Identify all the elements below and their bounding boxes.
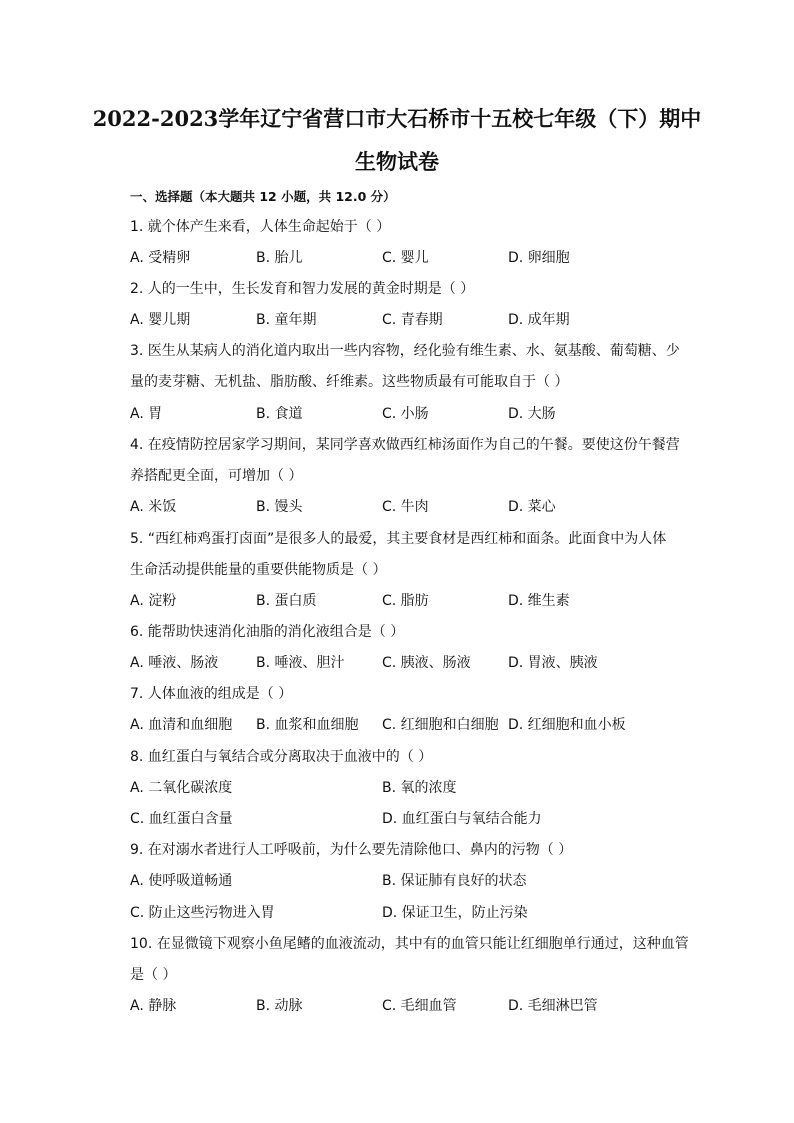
question-9-options-row-2 [130,903,690,923]
question-9-options-row-1 [130,871,690,891]
question-5-stem-line-2: 生命活动提供能量的重要供能物质是（ ） [130,562,387,578]
question-4-stem-line-1: 4. 在疫情防控居家学习期间，某同学喜欢做西红柿汤面作为自己的午餐。要使这份午餐营 [130,437,680,453]
question-10-option-d: D. 毛细淋巴管 [508,998,598,1014]
question-10-option-b: B. 动脉 [256,998,303,1014]
question-6-option-b: B. 唾液、胆汁 [256,655,345,671]
question-8-stem: 8. 血红蛋白与氧结合或分离取决于血液中的（ ） [130,749,433,765]
question-9-option-c: C. 防止这些污物进入胃 [130,905,275,921]
question-8-option-a: A. 二氧化碳浓度 [130,780,233,796]
question-4-option-c: C. 牛肉 [382,499,429,515]
question-4-option-d: D. 菜心 [508,499,556,515]
exam-title-line-2: 生物试卷 [355,149,439,174]
question-2-option-a: A. 婴儿期 [130,312,191,328]
question-1-option-b: B. 胎儿 [256,250,303,266]
exam-title-line-1: 2022-2023学年辽宁省营口市大石桥市十五校七年级（下）期中 [92,106,702,131]
question-3-options [130,404,690,424]
question-7-option-b: B. 血浆和血细胞 [256,717,359,733]
question-1-stem: 1. 就个体产生来看，人体生命起始于（ ） [130,219,391,235]
question-10-option-a: A. 静脉 [130,998,177,1014]
question-2-option-d: D. 成年期 [508,312,570,328]
question-7-options [130,715,690,735]
question-2-stem: 2. 人的一生中，生长发育和智力发展的黄金时期是（ ） [130,281,475,297]
question-3-option-b: B. 食道 [256,406,303,422]
question-9-option-a: A. 使呼吸道畅通 [130,873,233,889]
question-8-option-d: D. 血红蛋白与氧结合能力 [382,811,542,827]
question-5-options [130,591,690,611]
question-5-option-c: C. 脂肪 [382,593,429,609]
question-10-stem-line-2: 是（ ） [130,967,177,983]
question-8-options-row-1 [130,778,690,798]
section-heading: 一、选择题（本大题共 12 小题，共 12.0 分） [130,189,396,204]
question-4-options [130,497,690,517]
question-5-option-a: A. 淀粉 [130,593,177,609]
question-8-option-c: C. 血红蛋白含量 [130,811,233,827]
question-10-option-c: C. 毛细血管 [382,998,457,1014]
question-9-option-d: D. 保证卫生，防止污染 [382,905,528,921]
question-8-option-b: B. 氧的浓度 [382,780,457,796]
question-2-option-b: B. 童年期 [256,312,317,328]
question-3-option-d: D. 大肠 [508,406,556,422]
question-5-stem-line-1: 5. “西红柿鸡蛋打卤面”是很多人的最爱，其主要食材是西红柿和面条。此面食中为人体 [130,531,667,547]
question-2-option-c: C. 青春期 [382,312,443,328]
question-5-option-d: D. 维生素 [508,593,570,609]
question-4-option-a: A. 米饭 [130,499,177,515]
question-8-options-row-2 [130,809,690,829]
question-7-stem: 7. 人体血液的组成是（ ） [130,686,293,702]
question-3-option-c: C. 小肠 [382,406,429,422]
question-6-stem: 6. 能帮助快速消化油脂的消化液组合是（ ） [130,624,405,640]
question-3-option-a: A. 胃 [130,406,163,422]
question-1-option-d: D. 卵细胞 [508,250,570,266]
question-2-options [130,310,690,330]
question-9-option-b: B. 保证肺有良好的状态 [382,873,527,889]
question-9-stem: 9. 在对溺水者进行人工呼吸前，为什么要先清除他口、鼻内的污物（ ） [130,842,573,858]
question-6-option-c: C. 胰液、肠液 [382,655,471,671]
question-4-option-b: B. 馒头 [256,499,303,515]
question-7-option-d: D. 红细胞和血小板 [508,717,626,733]
question-10-stem-line-1: 10. 在显微镜下观察小鱼尾鳍的血液流动，其中有的血管只能让红细胞单行通过，这种血管 [130,936,689,952]
question-4-stem-line-2: 养搭配更全面，可增加（ ） [130,468,303,484]
question-7-option-c: C. 红细胞和白细胞 [382,717,499,733]
question-6-option-a: A. 唾液、肠液 [130,655,219,671]
question-1-option-a: A. 受精卵 [130,250,191,266]
question-3-stem-line-2: 量的麦芽糖、无机盐、脂肪酸、纤维素。这些物质最有可能取自于（ ） [130,374,569,390]
question-5-option-b: B. 蛋白质 [256,593,317,609]
question-10-options [130,996,690,1016]
question-6-options [130,653,690,673]
question-3-stem-line-1: 3. 医生从某病人的消化道内取出一些内容物，经化验有维生素、水、氨基酸、葡萄糖、少 [130,343,680,359]
question-1-options [130,248,690,268]
question-7-option-a: A. 血清和血细胞 [130,717,233,733]
question-6-option-d: D. 胃液、胰液 [508,655,598,671]
question-1-option-c: C. 婴儿 [382,250,429,266]
